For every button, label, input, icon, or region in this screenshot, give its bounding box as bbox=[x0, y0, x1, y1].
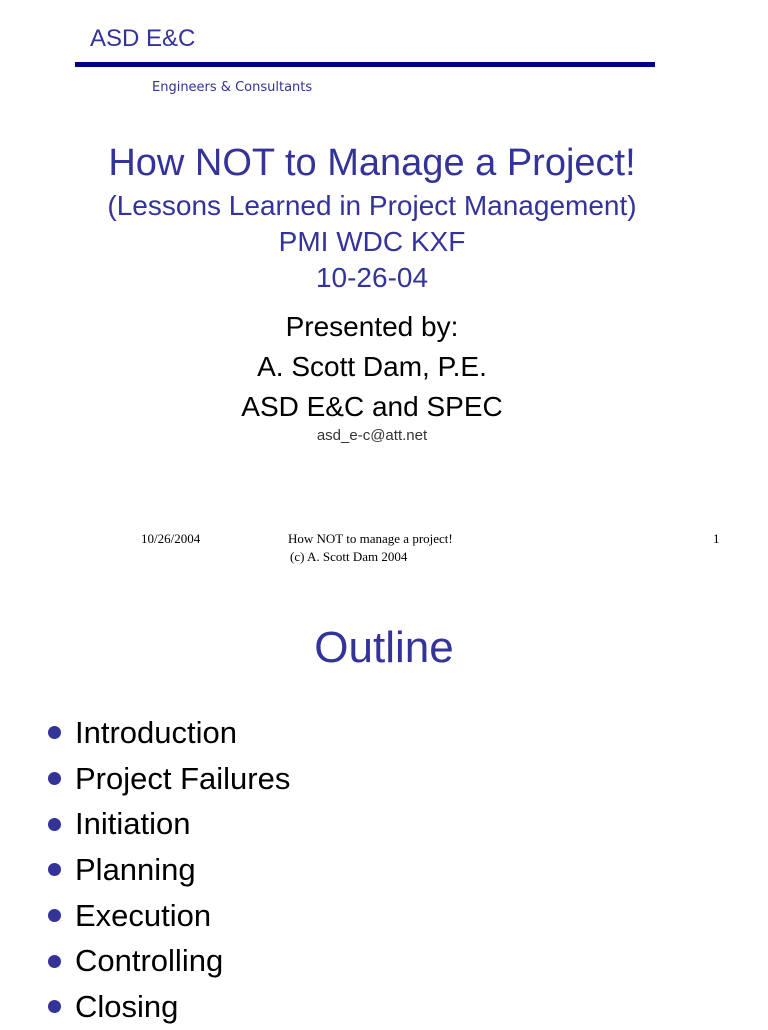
list-item bbox=[48, 756, 290, 802]
list-item-label: Controlling bbox=[75, 943, 224, 979]
bullet-icon bbox=[48, 955, 61, 968]
event-date: 10-26-04 bbox=[315, 262, 429, 293]
presenter-email: asd_e-c@att.net bbox=[316, 427, 428, 444]
list-item bbox=[48, 847, 290, 893]
header-rule bbox=[75, 62, 655, 67]
slide-title: How NOT to Manage a Project! bbox=[108, 142, 636, 184]
bullet-icon bbox=[48, 1000, 61, 1013]
outline-title: Outline bbox=[314, 623, 454, 672]
event-name: PMI WDC KXF bbox=[278, 226, 466, 257]
list-item-label: Project Failures bbox=[75, 760, 291, 796]
list-item bbox=[48, 984, 290, 1030]
footer-title: How NOT to manage a project! bbox=[288, 531, 453, 546]
slide-subtitle: (Lessons Learned in Project Management) bbox=[107, 190, 637, 221]
list-item-label: Planning bbox=[75, 851, 196, 887]
list-item bbox=[48, 710, 290, 756]
list-item-label: Closing bbox=[75, 988, 179, 1024]
list-item bbox=[48, 893, 290, 939]
list-item-label: Introduction bbox=[75, 714, 237, 750]
outline-list bbox=[48, 710, 290, 1030]
list-item bbox=[48, 801, 290, 847]
bullet-icon bbox=[48, 726, 61, 739]
presented-by-label: Presented by: bbox=[285, 311, 459, 342]
company-name: ASD E&C bbox=[90, 25, 196, 52]
list-item-label: Initiation bbox=[75, 806, 191, 842]
company-tagline: Engineers & Consultants bbox=[152, 80, 313, 95]
bullet-icon bbox=[48, 772, 61, 785]
list-item bbox=[48, 938, 290, 984]
bullet-icon bbox=[48, 863, 61, 876]
bullet-icon bbox=[48, 909, 61, 922]
footer-copyright: (c) A. Scott Dam 2004 bbox=[290, 549, 408, 564]
bullet-icon bbox=[48, 818, 61, 831]
presenter-name: A. Scott Dam, P.E. bbox=[257, 351, 487, 382]
page-number: 1 bbox=[713, 531, 720, 546]
footer-date: 10/26/2004 bbox=[141, 531, 201, 546]
presenter-organization: ASD E&C and SPEC bbox=[241, 391, 503, 422]
list-item-label: Execution bbox=[75, 897, 212, 933]
